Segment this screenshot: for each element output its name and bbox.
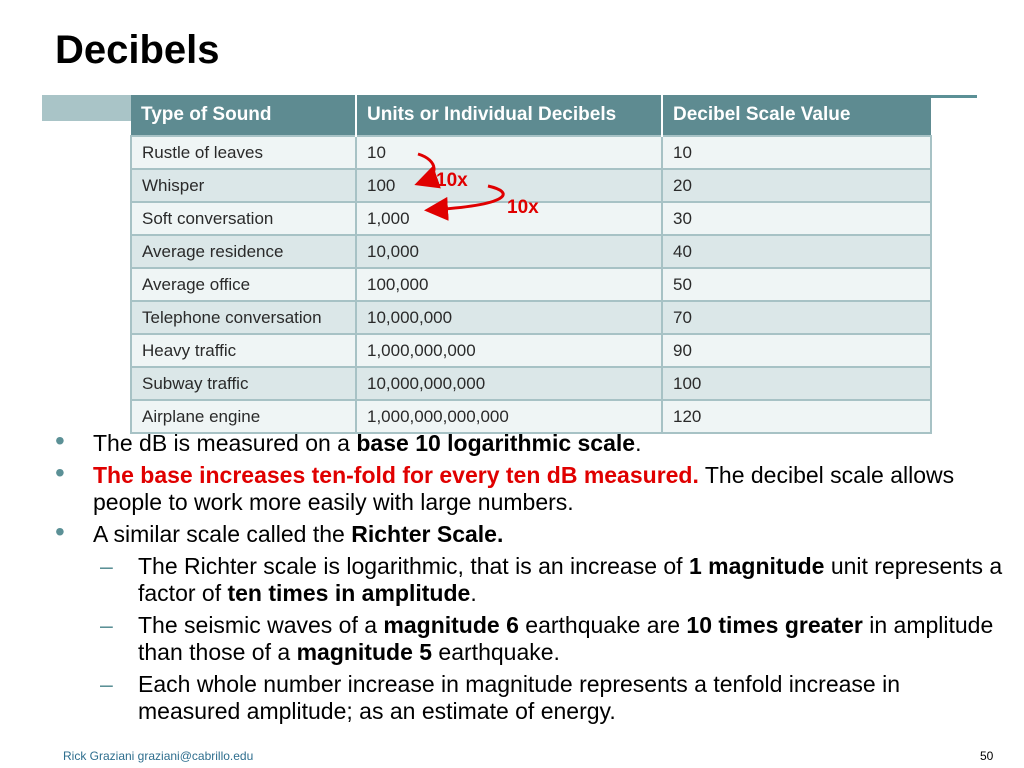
bullet-item: • The dB is measured on a base 10 logarithmic scale. <box>55 425 642 456</box>
cell-sound-type: Average office <box>131 268 356 301</box>
bullet-dot-icon: • <box>55 516 65 547</box>
cell-sound-type: Subway traffic <box>131 367 356 400</box>
column-header: Decibel Scale Value <box>662 95 931 136</box>
annotation-10x: 10x <box>436 170 468 191</box>
cell-db-value: 10 <box>662 136 931 169</box>
column-header: Units or Individual Decibels <box>356 95 662 136</box>
cell-units: 1,000 <box>356 202 662 235</box>
sub-bullet-item: – The seismic waves of a magnitude 6 earthquake are 10 times greater in amplitude than those of a magnitude 5 earthquake. <box>100 612 994 665</box>
decorative-line <box>930 95 977 98</box>
bullet-item: • A similar scale called the Richter Scale. <box>55 516 504 547</box>
table-row <box>131 235 931 268</box>
cell-sound-type: Airplane engine <box>131 400 356 433</box>
cell-units: 10,000,000 <box>356 301 662 334</box>
bullet-item: • The base increases ten-fold for every ten dB measured. The decibel scale allows people to work more easily with large numbers. <box>55 457 955 515</box>
table-row <box>131 367 931 400</box>
cell-sound-type: Telephone conversation <box>131 301 356 334</box>
cell-sound-type: Whisper <box>131 169 356 202</box>
cell-sound-type: Average residence <box>131 235 356 268</box>
table-row <box>131 268 931 301</box>
dash-icon: – <box>100 671 113 697</box>
sub-bullet-item: – The Richter scale is logarithmic, that is an increase of 1 magnitude unit represents a factor of ten times in amplitude. <box>100 553 1003 606</box>
annotation-10x: 10x <box>507 197 539 218</box>
table-row <box>131 136 931 169</box>
decorative-bar <box>42 95 132 121</box>
sub-bullet-item: – Each whole number increase in magnitude represents a tenfold increase in measured amplitude; as an estimate of energy. <box>100 671 900 724</box>
cell-db-value: 30 <box>662 202 931 235</box>
decibel-table <box>130 95 932 434</box>
bullet-list <box>55 425 1005 730</box>
cell-units: 10,000 <box>356 235 662 268</box>
table-row <box>131 400 931 433</box>
dash-icon: – <box>100 553 113 579</box>
footer-author: Rick Graziani graziani@cabrillo.edu <box>63 749 254 763</box>
cell-units: 1,000,000,000,000 <box>356 400 662 433</box>
cell-units: 10 <box>356 136 662 169</box>
cell-db-value: 120 <box>662 400 931 433</box>
cell-db-value: 20 <box>662 169 931 202</box>
cell-units: 1,000,000,000 <box>356 334 662 367</box>
bullet-dot-icon: • <box>55 425 65 456</box>
cell-db-value: 50 <box>662 268 931 301</box>
cell-units: 10,000,000,000 <box>356 367 662 400</box>
cell-db-value: 90 <box>662 334 931 367</box>
cell-db-value: 40 <box>662 235 931 268</box>
column-header: Type of Sound <box>131 95 356 136</box>
cell-sound-type: Soft conversation <box>131 202 356 235</box>
cell-db-value: 70 <box>662 301 931 334</box>
table-row <box>131 334 931 367</box>
cell-units: 100,000 <box>356 268 662 301</box>
table-header-row <box>131 95 931 136</box>
cell-db-value: 100 <box>662 367 931 400</box>
slide-title: Decibels <box>55 28 220 72</box>
bullet-dot-icon: • <box>55 457 65 488</box>
cell-sound-type: Rustle of leaves <box>131 136 356 169</box>
page-number: 50 <box>980 749 994 763</box>
cell-sound-type: Heavy traffic <box>131 334 356 367</box>
cell-units: 100 <box>356 169 662 202</box>
table-row <box>131 301 931 334</box>
dash-icon: – <box>100 612 113 638</box>
